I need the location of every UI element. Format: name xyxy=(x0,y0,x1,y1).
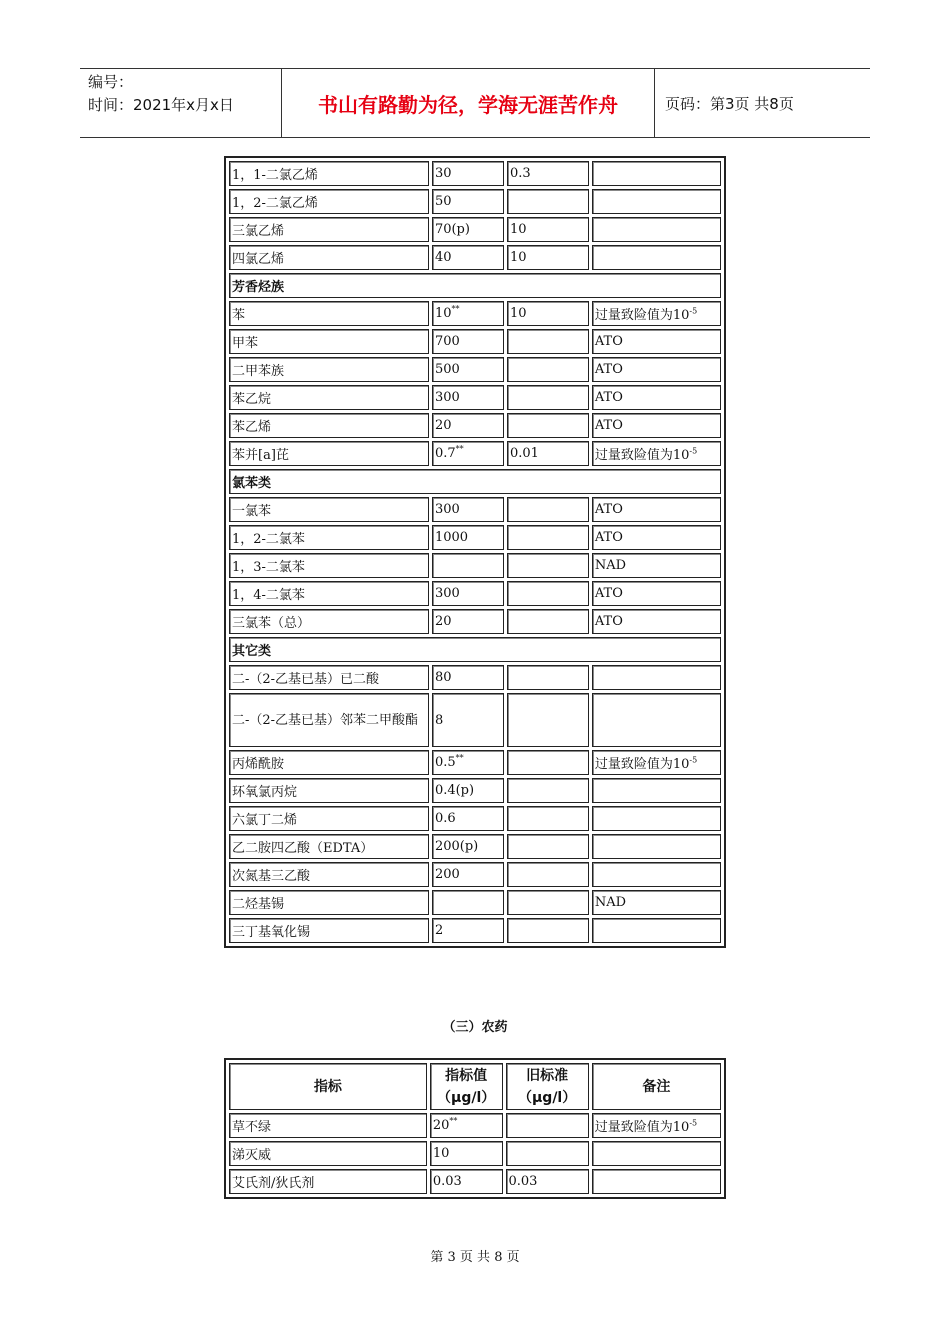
cell-remark xyxy=(592,245,721,270)
cell-remark xyxy=(592,778,721,803)
header-motto: 书山有路勤为径，学海无涯苦作舟 xyxy=(281,69,655,137)
section-pesticides-title: （三）农药 xyxy=(442,1020,508,1035)
cell-old-standard xyxy=(507,665,589,690)
section-label: 芳香烃族 xyxy=(229,273,721,298)
section-label: 氯苯类 xyxy=(229,469,721,494)
table-row xyxy=(229,806,721,831)
cell-remark: NAD xyxy=(592,553,721,578)
cell-old-standard: 10 xyxy=(507,245,589,270)
cell-value: 200(p) xyxy=(432,834,504,859)
cell-name: 1，2-二氯乙烯 xyxy=(229,189,429,214)
cell-old-standard xyxy=(507,862,589,887)
cell-value: 20** xyxy=(430,1113,503,1138)
cell-name: 草不绿 xyxy=(229,1113,427,1138)
cell-old-standard xyxy=(507,525,589,550)
header-indicator: 指标 xyxy=(229,1063,427,1110)
cell-value: 20 xyxy=(432,413,504,438)
cell-value: 50 xyxy=(432,189,504,214)
cell-name: 次氮基三乙酸 xyxy=(229,862,429,887)
cell-remark: 过量致险值为$10^{-5}$ xyxy=(592,1113,721,1138)
cell-old-standard: 0.03 xyxy=(506,1169,589,1194)
cell-value: 200 xyxy=(432,862,504,887)
cell-old-standard xyxy=(507,553,589,578)
header-page-info: 页码：第3页 共8页 xyxy=(665,94,794,113)
cell-old-standard: 10 xyxy=(507,217,589,242)
cell-remark: ATO xyxy=(592,385,721,410)
table-row xyxy=(229,1169,721,1194)
cell-old-standard xyxy=(506,1141,589,1166)
cell-value: 0.6 xyxy=(432,806,504,831)
cell-value: 8 xyxy=(432,693,504,747)
header-old-standard: 旧标准（μg/l） xyxy=(506,1063,589,1110)
cell-name: 乙二胺四乙酸（EDTA） xyxy=(229,834,429,859)
cell-name: 1，4-二氯苯 xyxy=(229,581,429,606)
table-row xyxy=(229,609,721,634)
cell-old-standard xyxy=(507,497,589,522)
cell-value: 1000 xyxy=(432,525,504,550)
cell-name: 1，1-二氯乙烯 xyxy=(229,161,429,186)
cell-old-standard xyxy=(507,918,589,943)
cell-name: 二烃基锡 xyxy=(229,890,429,915)
cell-name: 苯乙烷 xyxy=(229,385,429,410)
table-row xyxy=(229,665,721,690)
cell-remark xyxy=(592,862,721,887)
cell-value: 0.7** xyxy=(432,441,504,466)
table-row xyxy=(229,890,721,915)
table-row xyxy=(229,918,721,943)
section-row xyxy=(229,637,721,662)
cell-remark xyxy=(592,217,721,242)
table-row xyxy=(229,553,721,578)
table-row xyxy=(229,750,721,775)
cell-name: 涕灭威 xyxy=(229,1141,427,1166)
table-header-row xyxy=(229,1063,721,1110)
table-row xyxy=(229,385,721,410)
cell-remark xyxy=(592,665,721,690)
cell-old-standard xyxy=(507,189,589,214)
cell-old-standard xyxy=(507,806,589,831)
cell-value: 80 xyxy=(432,665,504,690)
cell-name: 三氯乙烯 xyxy=(229,217,429,242)
table-row xyxy=(229,1113,721,1138)
cell-remark: ATO xyxy=(592,329,721,354)
cell-value: 10** xyxy=(432,301,504,326)
cell-old-standard xyxy=(507,581,589,606)
cell-name: 一氯苯 xyxy=(229,497,429,522)
header-remarks: 备注 xyxy=(592,1063,721,1110)
cell-remark: ATO xyxy=(592,609,721,634)
cell-name: 苯乙烯 xyxy=(229,413,429,438)
cell-value: 20 xyxy=(432,609,504,634)
cell-old-standard: 0.01 xyxy=(507,441,589,466)
section-label: 其它类 xyxy=(229,637,721,662)
table-row xyxy=(229,413,721,438)
cell-remark: ATO xyxy=(592,581,721,606)
table-row xyxy=(229,301,721,326)
cell-old-standard xyxy=(507,890,589,915)
cell-value: 300 xyxy=(432,581,504,606)
document-number-label: 编号： xyxy=(88,73,134,91)
cell-name: 二-（2-乙基已基）已二酸 xyxy=(229,665,429,690)
cell-value xyxy=(432,553,504,578)
table-row xyxy=(229,245,721,270)
table-row xyxy=(229,834,721,859)
cell-value: 500 xyxy=(432,357,504,382)
cell-old-standard xyxy=(507,609,589,634)
cell-value: 300 xyxy=(432,385,504,410)
cell-name: 环氧氯丙烷 xyxy=(229,778,429,803)
table-row xyxy=(229,862,721,887)
cell-value: 70(p) xyxy=(432,217,504,242)
cell-value: 700 xyxy=(432,329,504,354)
page-header xyxy=(80,68,870,138)
cell-old-standard xyxy=(507,385,589,410)
cell-name: 1，3-二氯苯 xyxy=(229,553,429,578)
cell-remark xyxy=(592,693,721,747)
cell-old-standard: 0.3 xyxy=(507,161,589,186)
table-row xyxy=(229,525,721,550)
cell-name: 六氯丁二烯 xyxy=(229,806,429,831)
cell-value: 300 xyxy=(432,497,504,522)
cell-old-standard xyxy=(507,778,589,803)
cell-remark xyxy=(592,918,721,943)
cell-remark: ATO xyxy=(592,525,721,550)
cell-remark: NAD xyxy=(592,890,721,915)
cell-value: 10 xyxy=(430,1141,503,1166)
cell-name: 苯并[a]芘 xyxy=(229,441,429,466)
cell-old-standard xyxy=(507,357,589,382)
cell-value: 2 xyxy=(432,918,504,943)
table-row xyxy=(229,189,721,214)
table-row xyxy=(229,778,721,803)
cell-value: 30 xyxy=(432,161,504,186)
cell-remark xyxy=(592,1169,721,1194)
cell-remark: ATO xyxy=(592,357,721,382)
cell-remark xyxy=(592,161,721,186)
document-time-label: 时间：2021年x月x日 xyxy=(88,96,234,114)
table-row xyxy=(229,441,721,466)
cell-name: 艾氏剂/狄氏剂 xyxy=(229,1169,427,1194)
header-indicator-value: 指标值（μg/l） xyxy=(430,1063,503,1110)
cell-name: 甲苯 xyxy=(229,329,429,354)
header-meta xyxy=(80,69,281,137)
cell-old-standard xyxy=(507,693,589,747)
table-row xyxy=(229,217,721,242)
cell-remark xyxy=(592,834,721,859)
organic-compounds-table xyxy=(224,156,726,948)
page-footer: 第 3 页 共 8 页 xyxy=(430,1250,520,1265)
table-row xyxy=(229,357,721,382)
cell-remark: ATO xyxy=(592,413,721,438)
table-row xyxy=(229,329,721,354)
cell-remark: ATO xyxy=(592,497,721,522)
cell-old-standard xyxy=(506,1113,589,1138)
table-row xyxy=(229,161,721,186)
section-row xyxy=(229,469,721,494)
table-row xyxy=(229,1141,721,1166)
cell-remark xyxy=(592,1141,721,1166)
cell-value: 0.5** xyxy=(432,750,504,775)
cell-remark: 过量致险值为$10^{-5}$ xyxy=(592,441,721,466)
table-row xyxy=(229,693,721,747)
cell-name: 三氯苯（总） xyxy=(229,609,429,634)
cell-name: 三丁基氧化锡 xyxy=(229,918,429,943)
table-row xyxy=(229,581,721,606)
cell-old-standard xyxy=(507,413,589,438)
cell-value: 0.03 xyxy=(430,1169,503,1194)
cell-value: 40 xyxy=(432,245,504,270)
table-row xyxy=(229,497,721,522)
cell-name: 二甲苯族 xyxy=(229,357,429,382)
cell-value: 0.4(p) xyxy=(432,778,504,803)
cell-remark: 过量致险值为$10^{-5}$ xyxy=(592,750,721,775)
cell-remark xyxy=(592,189,721,214)
section-row xyxy=(229,273,721,298)
cell-old-standard xyxy=(507,750,589,775)
cell-name: 苯 xyxy=(229,301,429,326)
cell-name: 丙烯酰胺 xyxy=(229,750,429,775)
cell-name: 1，2-二氯苯 xyxy=(229,525,429,550)
cell-remark: 过量致险值为$10^{-5}$ xyxy=(592,301,721,326)
cell-name: 四氯乙烯 xyxy=(229,245,429,270)
cell-old-standard xyxy=(507,329,589,354)
pesticides-table xyxy=(224,1058,726,1199)
cell-name: 二-（2-乙基已基）邻苯二甲酸酯 xyxy=(229,693,429,747)
cell-remark xyxy=(592,806,721,831)
cell-value xyxy=(432,890,504,915)
cell-old-standard xyxy=(507,834,589,859)
cell-old-standard: 10 xyxy=(507,301,589,326)
